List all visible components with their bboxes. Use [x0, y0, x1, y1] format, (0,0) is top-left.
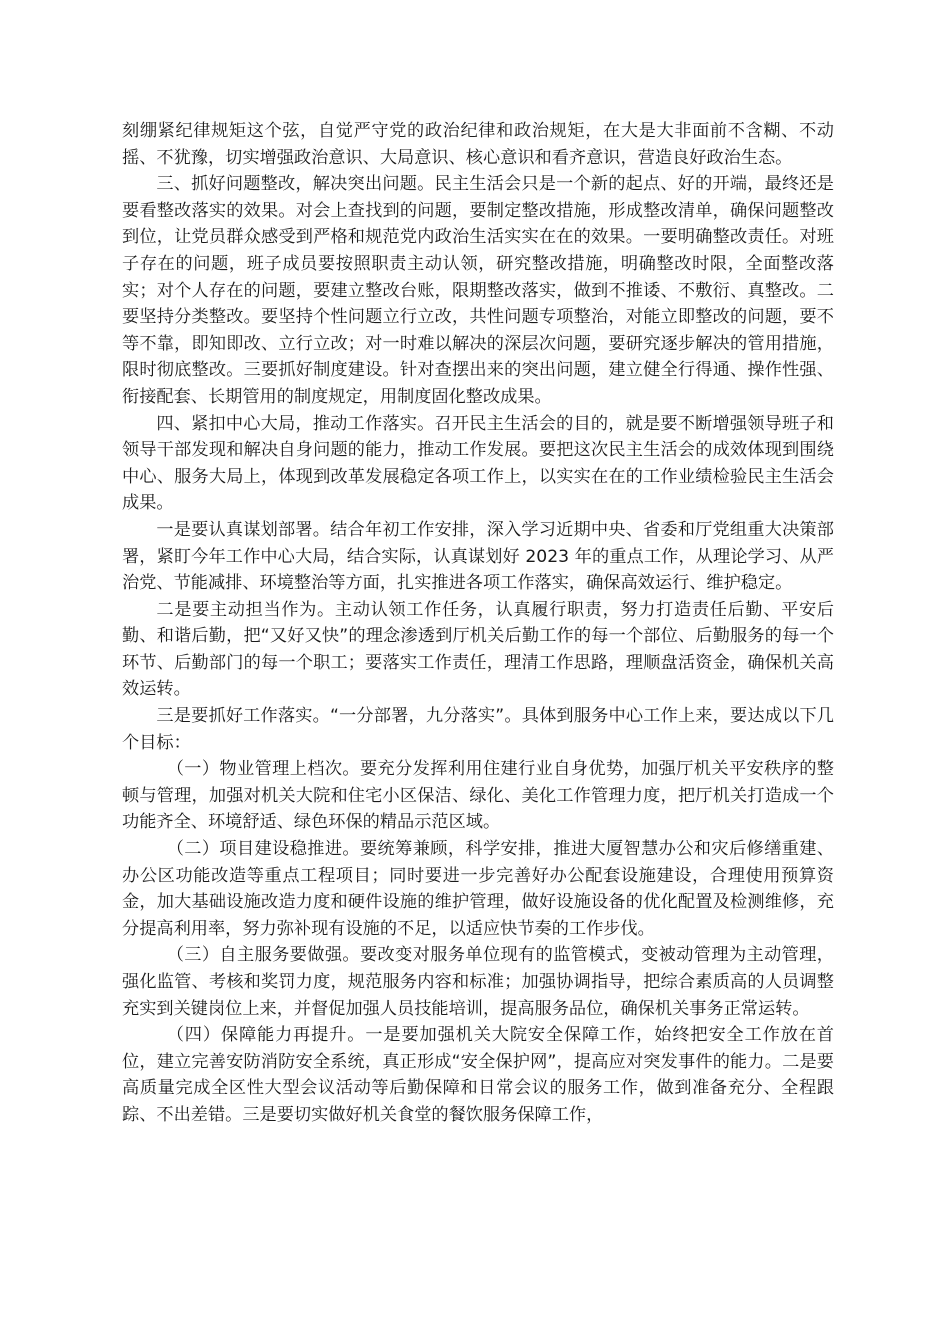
document-page — [122, 118, 834, 1129]
paragraph-sub-two: （二）项目建设稳推进。要统筹兼顾，科学安排，推进大厦智慧办公和灾后修缮重建、办公区功能改造等重点工程项目；同时要进一步完善好办公配套设施建设，合理使用预算资金，加大基础设施改造力度和硬件设施的维护管理，做好设施设备的优化配置及检测维修，充分提高利用率，努力弥补现有设施的不足，以适应快节奏的工作步伐。 — [122, 839, 834, 939]
paragraph-continuation: 刻绷紧纪律规矩这个弦，自觉严守党的政治纪律和政治规矩，在大是大非面前不含糊、不动摇、不犹豫，切实增强政治意识、大局意识、核心意识和看齐意识，营造良好政治生态。 — [122, 121, 834, 168]
paragraph-section-three: 三、抓好问题整改，解决突出问题。民主生活会只是一个新的起点、好的开端，最终还是要看整改落实的效果。对会上查找到的问题，要制定整改措施，形成整改清单，确保问题整改到位，让党员群众感受到严格和规范党内政治生活实实在在的效果。一要明确整改责任。对班子存在的问题，班子成员要按照职责主动认领，研究整改措施，明确整改时限，全面整改落实；对个人存在的问题，要建立整改台账，限期整改落实，做到不推诿、不敷衍、真整改。二要坚持分类整改。要坚持个性问题立行立改，共性问题专项整治，对能立即整改的问题，要不等不靠，即知即改、立行立改；对一时难以解决的深层次问题，要研究逐步解决的管用措施，限时彻底整改。三要抓好制度建设。针对查摆出来的突出问题，建立健全行得通、操作性强、衔接配套、长期管用的制度规定，用制度固化整改成果。 — [122, 174, 834, 407]
paragraph-item-one: 一是要认真谋划部署。结合年初工作安排，深入学习近期中央、省委和厅党组重大决策部署，紧盯今年工作中心大局，结合实际，认真谋划好 2023 年的重点工作，从理论学习、从严治党、节能减排、环境整治等方面，扎实推进各项工作落实，确保高效运行、维护稳定。 — [122, 519, 834, 594]
paragraph-item-two: 二是要主动担当作为。主动认领工作任务，认真履行职责，努力打造责任后勤、平安后勤、和谐后勤，把“又好又快”的理念渗透到厅机关后勤工作的每一个部位、后勤服务的每一个环节、后勤部门的每一个职工；要落实工作责任，理清工作思路，理顺盘活资金，确保机关高效运转。 — [122, 599, 834, 700]
paragraph-sub-one: （一）物业管理上档次。要充分发挥利用住建行业自身优势，加强厅机关平安秩序的整顿与管理，加强对机关大院和住宅小区保洁、绿化、美化工作管理力度，把厅机关打造成一个功能齐全、环境舒适、绿色环保的精品示范区域。 — [122, 759, 834, 833]
paragraph-item-three: 三是要抓好工作落实。“一分部署，九分落实”。具体到服务中心工作上来，要达成以下几个目标： — [122, 706, 834, 753]
paragraph-sub-four: （四）保障能力再提升。一是要加强机关大院安全保障工作，始终把安全工作放在首位，建立完善安防消防安全系统，真正形成“安全保护网”，提高应对突发事件的能力。二是要高质量完成全区性大型会议活动等后勤保障和日常会议的服务工作，做到准备充分、全程跟踪、不出差错。三是要切实做好机关食堂的餐饮服务保障工作， — [122, 1025, 834, 1125]
paragraph-sub-three: （三）自主服务要做强。要改变对服务单位现有的监管模式，变被动管理为主动管理，强化监管、考核和奖罚力度，规范服务内容和标准；加强协调指导，把综合素质高的人员调整充实到关键岗位上来，并督促加强人员技能培训，提高服务品位，确保机关事务正常运转。 — [122, 945, 834, 1019]
paragraph-section-four: 四、紧扣中心大局，推动工作落实。召开民主生活会的目的，就是要不断增强领导班子和领导干部发现和解决自身问题的能力，推动工作发展。要把这次民主生活会的成效体现到围绕中心、服务大局上，体现到改革发展稳定各项工作上，以实实在在的工作业绩检验民主生活会成果。 — [122, 413, 834, 514]
